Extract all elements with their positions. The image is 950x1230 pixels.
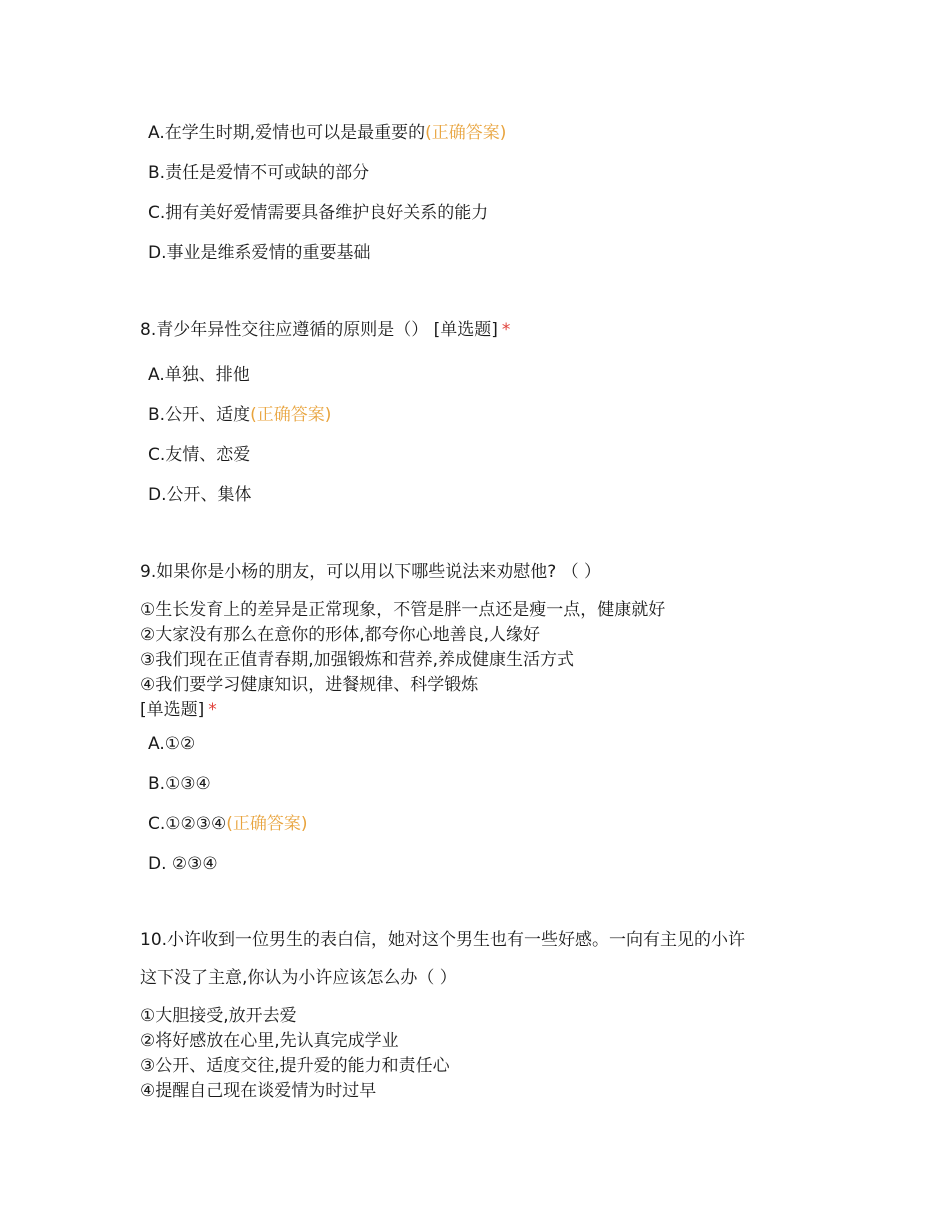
- required-marker: *: [501, 320, 511, 340]
- q9-title: [140, 560, 601, 584]
- q9-statement-3: ③我们现在正值青春期,加强锻炼和营养,养成健康生活方式: [140, 650, 575, 670]
- correct-answer-tag: (正确答案): [250, 405, 332, 425]
- q8-option-a[interactable]: [148, 363, 250, 387]
- option-text: A.单独、排他: [148, 365, 250, 385]
- option-text: C.拥有美好爱情需要具备维护良好关系的能力: [148, 203, 489, 223]
- correct-answer-tag: (正确答案): [226, 814, 308, 834]
- q9-statement-4: ④我们要学习健康知识，进餐规律、科学锻炼: [140, 675, 479, 695]
- q8-option-c[interactable]: [148, 443, 250, 467]
- q9-option-d[interactable]: [148, 852, 218, 876]
- q9-statement-1: ①生长发育上的差异是正常现象，不管是胖一点还是瘦一点，健康就好: [140, 600, 666, 620]
- option-text: C.①②③④: [148, 814, 227, 834]
- option-text: C.友情、恋爱: [148, 445, 251, 465]
- q10-statement-2: ②将好感放在心里,先认真完成学业: [140, 1031, 399, 1051]
- q9-option-c[interactable]: [148, 812, 308, 836]
- option-text: B.①③④: [148, 774, 211, 794]
- q9-option-a[interactable]: [148, 732, 195, 756]
- q7-option-c[interactable]: [148, 201, 488, 225]
- q7-option-a[interactable]: [148, 121, 506, 145]
- q9-option-b[interactable]: [148, 772, 211, 796]
- question-text: 8.青少年异性交往应遵循的原则是（） [单选题]: [140, 320, 498, 340]
- option-text: D.公开、集体: [148, 485, 252, 505]
- q10-statement-1: ①大胆接受,放开去爱: [140, 1006, 297, 1026]
- required-marker: *: [208, 700, 217, 720]
- q10-title-line2: 这下没了主意,你认为小许应该怎么办（ ）: [140, 968, 457, 988]
- q9-type-label: [140, 698, 217, 722]
- option-text: A.①②: [148, 734, 196, 754]
- question-text: 9.如果你是小杨的朋友，可以用以下哪些说法来劝慰他? （ ）: [140, 562, 602, 582]
- q8-option-b[interactable]: [148, 403, 331, 427]
- q7-option-d[interactable]: [148, 241, 371, 265]
- q10-title-line1: 10.小许收到一位男生的表白信，她对这个男生也有一些好感。一向有主见的小许: [140, 930, 746, 950]
- q8-option-d[interactable]: [148, 483, 252, 507]
- option-text: B.责任是爱情不可或缺的部分: [148, 163, 370, 183]
- q10-statement-3: ③公开、适度交往,提升爱的能力和责任心: [140, 1056, 450, 1076]
- option-text: A.在学生时期,爱情也可以是最重要的: [148, 123, 426, 143]
- q7-option-b[interactable]: [148, 161, 369, 185]
- option-text: B.公开、适度: [148, 405, 251, 425]
- question-type: [单选题]: [140, 700, 205, 720]
- option-text: D.事业是维系爱情的重要基础: [148, 243, 371, 263]
- q8-title: [140, 318, 510, 342]
- q9-statement-2: ②大家没有那么在意你的形体,都夸你心地善良,人缘好: [140, 625, 541, 645]
- option-text: D. ②③④: [148, 854, 218, 874]
- correct-answer-tag: (正确答案): [425, 123, 507, 143]
- q10-statement-4: ④提醒自己现在谈爱情为时过早: [140, 1081, 377, 1101]
